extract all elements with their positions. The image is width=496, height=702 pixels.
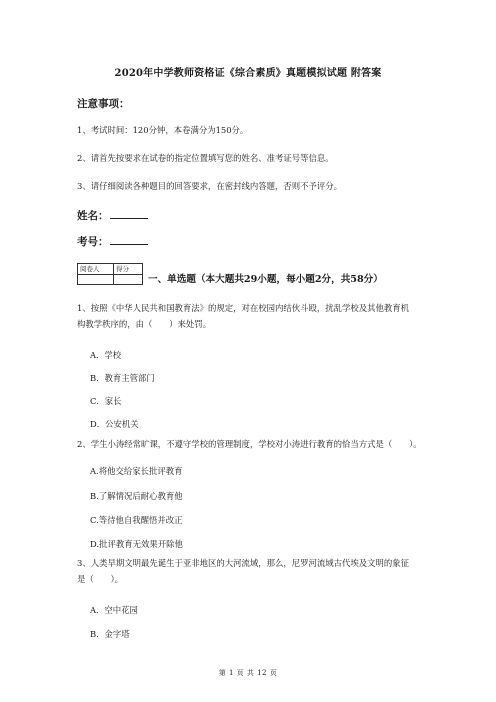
question-3 — [77, 555, 422, 587]
section-title: 一、单选题（本大题共29小题，每小题2分，共58分） — [148, 274, 383, 285]
question-1-line-1: 1、按照《中华人民共和国教育法》的规定，对在校园内结伙斗殴，扰乱学校及其他教育机 — [77, 303, 409, 313]
question-2-option-c[interactable]: C.等待他自我醒悟并改正 — [90, 515, 183, 525]
name-field[interactable] — [77, 208, 148, 223]
question-2-option-a[interactable]: A.将他交给家长批评教育 — [90, 466, 183, 476]
page-footer: 第 1 页 共 12 页 — [218, 669, 278, 677]
name-label: 姓名： — [77, 210, 109, 222]
question-2-option-d[interactable]: D.批评教育无效果开除他 — [90, 539, 183, 549]
notice-item-3: 3、请仔细阅读各种题目的回答要求，在密封线内答题，否则不予评分。 — [77, 181, 342, 191]
id-field[interactable] — [77, 234, 148, 249]
question-2-line-1: 2、学生小涛经常旷课，不遵守学校的管理制度，学校对小涛进行教育的恰当方式是（ ）。 — [77, 439, 422, 449]
score-table-header — [78, 264, 142, 275]
question-2 — [77, 436, 422, 452]
question-1-option-c[interactable]: C．家长 — [90, 396, 122, 406]
score-table — [77, 263, 143, 285]
question-3-option-b[interactable]: B．金字塔 — [90, 629, 130, 639]
score-cell[interactable] — [114, 275, 142, 284]
question-3-option-a[interactable]: A．空中花园 — [90, 605, 138, 615]
question-2-option-b[interactable]: B.了解情况后耐心教育他 — [90, 491, 183, 501]
question-3-line-2: 是（ ）。 — [77, 574, 124, 584]
score-table-body — [78, 275, 142, 284]
id-blank[interactable] — [110, 234, 148, 245]
question-3-line-1: 3、人类早期文明最先诞生于亚非地区的大河流域，那么，尼罗河流域古代埃及文明的象征 — [77, 558, 409, 568]
question-1-line-2: 构教学秩序的，由（ ）来处罚。 — [77, 319, 211, 329]
name-blank[interactable] — [110, 208, 148, 219]
question-1-option-b[interactable]: B．教育主管部门 — [90, 373, 155, 383]
document-title: 2020年中学教师资格证《综合素质》真题模拟试题 附答案 — [114, 68, 382, 79]
notice-heading: 注意事项： — [77, 98, 130, 110]
reviewer-header: 阅卷人 — [78, 264, 114, 274]
question-1-option-a[interactable]: A．学校 — [90, 350, 122, 360]
score-header: 得分 — [116, 265, 129, 273]
notice-item-2: 2、请首先按要求在试卷的指定位置填写您的姓名、准考证号等信息。 — [77, 153, 334, 163]
id-label: 考号： — [77, 236, 109, 248]
reviewer-cell[interactable] — [78, 275, 114, 284]
notice-item-1: 1、考试时间：120分钟，本卷满分为150分。 — [77, 125, 249, 135]
question-1-option-d[interactable]: D．公安机关 — [90, 419, 139, 429]
question-1 — [77, 300, 422, 332]
